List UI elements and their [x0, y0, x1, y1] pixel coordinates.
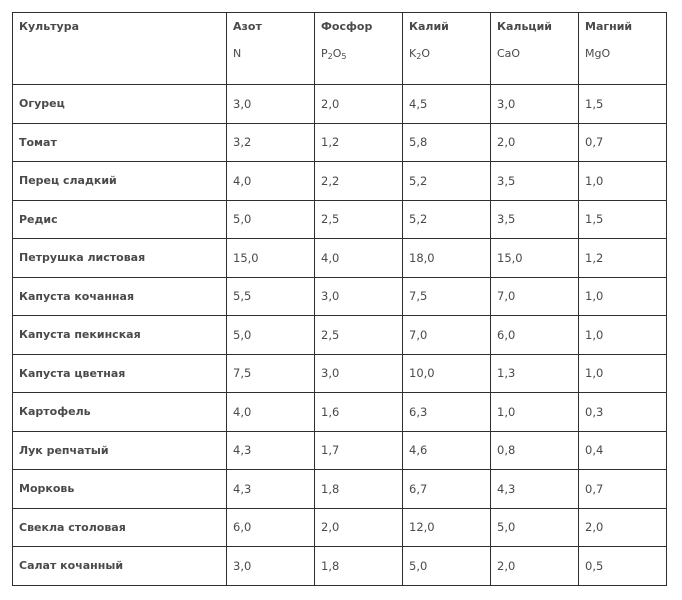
- header-row: [13, 13, 667, 85]
- header-calcium: [491, 13, 579, 85]
- table-row: [13, 316, 667, 355]
- cell-magnesium: 0,3: [579, 393, 667, 432]
- cell-magnesium: 0,7: [579, 123, 667, 162]
- cell-nitrogen: 15,0: [227, 239, 315, 278]
- cell-culture: Томат: [13, 123, 227, 162]
- cell-culture: Морковь: [13, 470, 227, 509]
- header-calcium-label: Кальций: [497, 20, 552, 33]
- table-row: [13, 277, 667, 316]
- header-magnesium-formula: MgO: [585, 47, 611, 60]
- header-culture: [13, 13, 227, 85]
- header-potassium: [403, 13, 491, 85]
- cell-phosphorus: 1,2: [315, 123, 403, 162]
- table-row: [13, 508, 667, 547]
- table-row: [13, 431, 667, 470]
- cell-magnesium: 1,0: [579, 354, 667, 393]
- cell-culture: Перец сладкий: [13, 162, 227, 201]
- cell-calcium: 0,8: [491, 431, 579, 470]
- cell-nitrogen: 3,0: [227, 547, 315, 586]
- nutrient-table-container: [12, 12, 667, 586]
- cell-phosphorus: 2,0: [315, 85, 403, 124]
- cell-phosphorus: 1,8: [315, 547, 403, 586]
- cell-potassium: 5,2: [403, 162, 491, 201]
- header-phosphorus-formula: [321, 47, 402, 61]
- cell-magnesium: 1,5: [579, 85, 667, 124]
- cell-potassium: 7,5: [403, 277, 491, 316]
- cell-magnesium: 2,0: [579, 508, 667, 547]
- cell-potassium: 5,0: [403, 547, 491, 586]
- cell-nitrogen: 4,3: [227, 431, 315, 470]
- cell-phosphorus: 1,7: [315, 431, 403, 470]
- formula-subscript: 2: [327, 52, 333, 61]
- header-nitrogen: [227, 13, 315, 85]
- cell-magnesium: 0,5: [579, 547, 667, 586]
- cell-nitrogen: 6,0: [227, 508, 315, 547]
- cell-magnesium: 1,0: [579, 277, 667, 316]
- table-row: [13, 85, 667, 124]
- cell-nitrogen: 4,0: [227, 393, 315, 432]
- header-nitrogen-formula: N: [233, 47, 242, 60]
- cell-phosphorus: 2,5: [315, 200, 403, 239]
- table-row: [13, 470, 667, 509]
- cell-phosphorus: 2,2: [315, 162, 403, 201]
- cell-phosphorus: 4,0: [315, 239, 403, 278]
- cell-potassium: 7,0: [403, 316, 491, 355]
- cell-calcium: 3,5: [491, 162, 579, 201]
- cell-potassium: 4,5: [403, 85, 491, 124]
- formula-part: O: [332, 47, 342, 60]
- cell-phosphorus: 3,0: [315, 354, 403, 393]
- table-row: [13, 547, 667, 586]
- cell-calcium: 3,5: [491, 200, 579, 239]
- cell-culture: Капуста пекинская: [13, 316, 227, 355]
- cell-calcium: 1,3: [491, 354, 579, 393]
- nutrient-table: [12, 12, 667, 586]
- table-row: [13, 200, 667, 239]
- cell-magnesium: 1,0: [579, 316, 667, 355]
- table-row: [13, 239, 667, 278]
- table-header: [13, 13, 667, 85]
- formula-part: O: [421, 47, 430, 60]
- formula-subscript: 2: [416, 52, 422, 61]
- table-row: [13, 354, 667, 393]
- cell-phosphorus: 3,0: [315, 277, 403, 316]
- cell-potassium: 6,7: [403, 470, 491, 509]
- cell-calcium: 15,0: [491, 239, 579, 278]
- header-potassium-formula: [409, 47, 490, 61]
- cell-calcium: 4,3: [491, 470, 579, 509]
- cell-culture: Петрушка листовая: [13, 239, 227, 278]
- cell-culture: Капуста цветная: [13, 354, 227, 393]
- cell-nitrogen: 3,0: [227, 85, 315, 124]
- cell-potassium: 12,0: [403, 508, 491, 547]
- header-magnesium: [579, 13, 667, 85]
- table-row: [13, 123, 667, 162]
- cell-magnesium: 1,5: [579, 200, 667, 239]
- cell-culture: Лук репчатый: [13, 431, 227, 470]
- cell-phosphorus: 1,6: [315, 393, 403, 432]
- cell-culture: Салат кочанный: [13, 547, 227, 586]
- header-potassium-label: Калий: [409, 20, 449, 33]
- table-row: [13, 162, 667, 201]
- formula-subscript: 5: [341, 52, 347, 61]
- cell-nitrogen: 7,5: [227, 354, 315, 393]
- cell-nitrogen: 5,5: [227, 277, 315, 316]
- cell-culture: Редис: [13, 200, 227, 239]
- cell-potassium: 5,8: [403, 123, 491, 162]
- cell-calcium: 6,0: [491, 316, 579, 355]
- header-calcium-formula: CaO: [497, 47, 521, 60]
- cell-potassium: 6,3: [403, 393, 491, 432]
- cell-potassium: 4,6: [403, 431, 491, 470]
- cell-calcium: 3,0: [491, 85, 579, 124]
- cell-phosphorus: 2,0: [315, 508, 403, 547]
- cell-calcium: 5,0: [491, 508, 579, 547]
- cell-nitrogen: 4,3: [227, 470, 315, 509]
- header-magnesium-label: Магний: [585, 20, 633, 33]
- cell-phosphorus: 2,5: [315, 316, 403, 355]
- cell-magnesium: 0,4: [579, 431, 667, 470]
- header-phosphorus-label: Фосфор: [321, 20, 373, 33]
- cell-calcium: 2,0: [491, 547, 579, 586]
- table-row: [13, 393, 667, 432]
- cell-culture: Огурец: [13, 85, 227, 124]
- cell-phosphorus: 1,8: [315, 470, 403, 509]
- cell-nitrogen: 5,0: [227, 200, 315, 239]
- header-phosphorus: [315, 13, 403, 85]
- cell-nitrogen: 3,2: [227, 123, 315, 162]
- cell-potassium: 18,0: [403, 239, 491, 278]
- cell-culture: Картофель: [13, 393, 227, 432]
- formula-part: P: [321, 47, 328, 60]
- cell-magnesium: 0,7: [579, 470, 667, 509]
- cell-magnesium: 1,0: [579, 162, 667, 201]
- cell-potassium: 10,0: [403, 354, 491, 393]
- header-culture-label: Культура: [19, 20, 80, 33]
- table-body: [13, 85, 667, 586]
- cell-calcium: 1,0: [491, 393, 579, 432]
- formula-part: K: [409, 47, 417, 60]
- cell-calcium: 2,0: [491, 123, 579, 162]
- cell-nitrogen: 5,0: [227, 316, 315, 355]
- cell-culture: Капуста кочанная: [13, 277, 227, 316]
- cell-calcium: 7,0: [491, 277, 579, 316]
- cell-nitrogen: 4,0: [227, 162, 315, 201]
- cell-culture: Свекла столовая: [13, 508, 227, 547]
- header-nitrogen-label: Азот: [233, 20, 262, 33]
- cell-magnesium: 1,2: [579, 239, 667, 278]
- cell-potassium: 5,2: [403, 200, 491, 239]
